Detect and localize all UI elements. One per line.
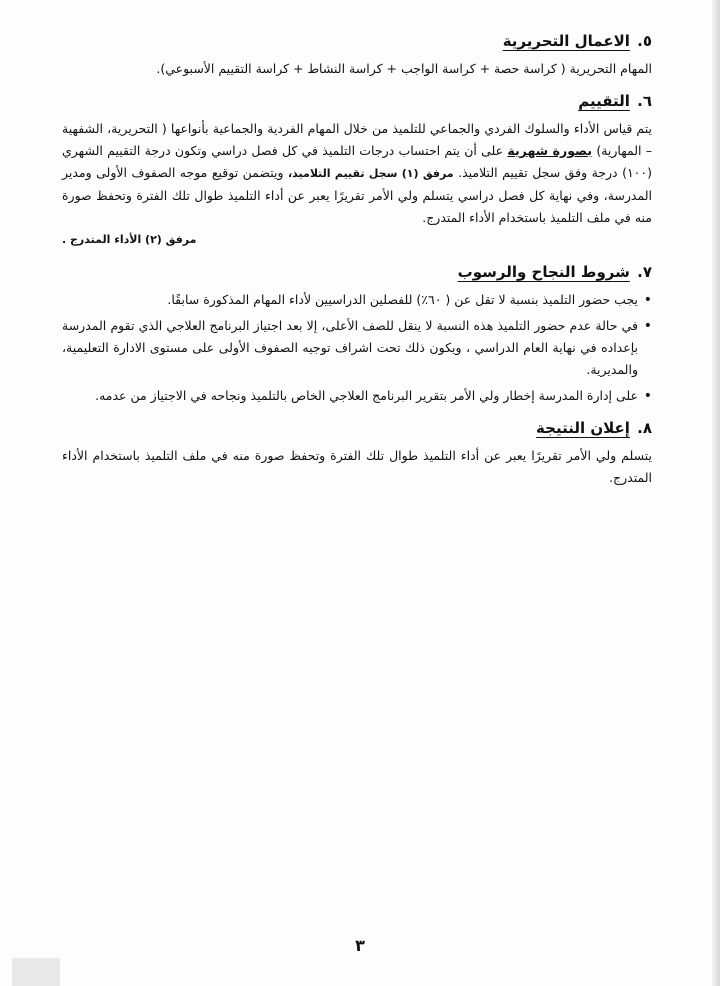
section-number: ٥. (637, 32, 652, 50)
document-content (62, 28, 652, 499)
section-heading (62, 30, 652, 52)
annex-2-reference: مرفق (٢) الأداء المتدرج . (62, 233, 197, 246)
section-number: ٨. (637, 419, 652, 437)
annex-2-line (62, 229, 652, 251)
assessment-text-b: على أن يتم احتساب درجات التلميذ في كل فصل دراسي وتكون درجة التقييم الشهري (١٠٠) درجة وفق سجل تقييم التلاميذ. (62, 143, 652, 180)
list-item: • في حالة عدم حضور التلميذ هذه النسبة لا ينقل للصف الأعلى، إلا بعد اجتياز البرنامج العلاجي الذي تقوم المدرسة بإعداده في نهاية العام الدراسي ، ويكون ذلك تحت اشراف توجيه الصفوف الأولى على مستوى الادارة التعليمية، والمديرية. (62, 315, 652, 381)
scan-edge (712, 0, 720, 986)
section-title: إعلان النتيجة (536, 419, 630, 437)
section-number: ٧. (637, 263, 652, 281)
assessment-text-c: ويتضمن توقيع موجه الصفوف الأولى ومدير المدرسة، وفي نهاية كل فصل دراسي يتسلم ولي الأمر تقريرًا يعبر عن أداء التلميذ طوال تلك الفترة وتحفظ صورة منه في ملف التلميذ باستخدام الأداء المتدرج. (62, 165, 652, 225)
section-heading (62, 417, 652, 439)
section-assessment (62, 90, 652, 251)
scan-corner-mark (12, 958, 60, 986)
list-item: • يجب حضور التلميذ بنسبة لا تقل عن ( ٦٠٪) للفصلين الدراسيين لأداء المهام المذكورة سابقًا. (62, 289, 652, 311)
annex-1-reference: مرفق (١) سجل تقييم التلاميذ، (287, 167, 454, 180)
section-number: ٦. (637, 92, 652, 110)
section-title: التقييم (578, 92, 630, 110)
assessment-paragraph (62, 118, 652, 229)
section-title: شروط النجاح والرسوب (457, 263, 630, 281)
section-text: المهام التحريرية ( كراسة حصة + كراسة الواجب + كراسة النشاط + كراسة التقييم الأسبوعي). (156, 61, 652, 76)
conditions-list (62, 289, 652, 407)
list-item: • على إدارة المدرسة إخطار ولي الأمر بتقرير البرنامج العلاجي الخاص بالتلميذ ونجاحه في الاجتياز من عدمه. (62, 385, 652, 407)
page-number: ٣ (355, 936, 365, 955)
section-pass-fail (62, 261, 652, 407)
section-heading (62, 261, 652, 283)
section-title: الاعمال التحريرية (502, 32, 630, 50)
section-written-work (62, 30, 652, 80)
section-heading (62, 90, 652, 112)
assessment-text-a: يتم قياس الأداء والسلوك الفردي والجماعي للتلميذ من خلال المهام الفردية والجماعية بأنواعها ( التحريرية، الشفهية – المهارية) (62, 121, 652, 158)
section-text: يتسلم ولي الأمر تقريرًا يعبر عن أداء التلميذ طوال تلك الفترة وتحفظ صورة منه في ملف التلميذ باستخدام الأداء المتدرج. (62, 448, 652, 485)
section-result-announcement (62, 417, 652, 489)
monthly-emphasis: بصورة شهرية (507, 143, 593, 158)
